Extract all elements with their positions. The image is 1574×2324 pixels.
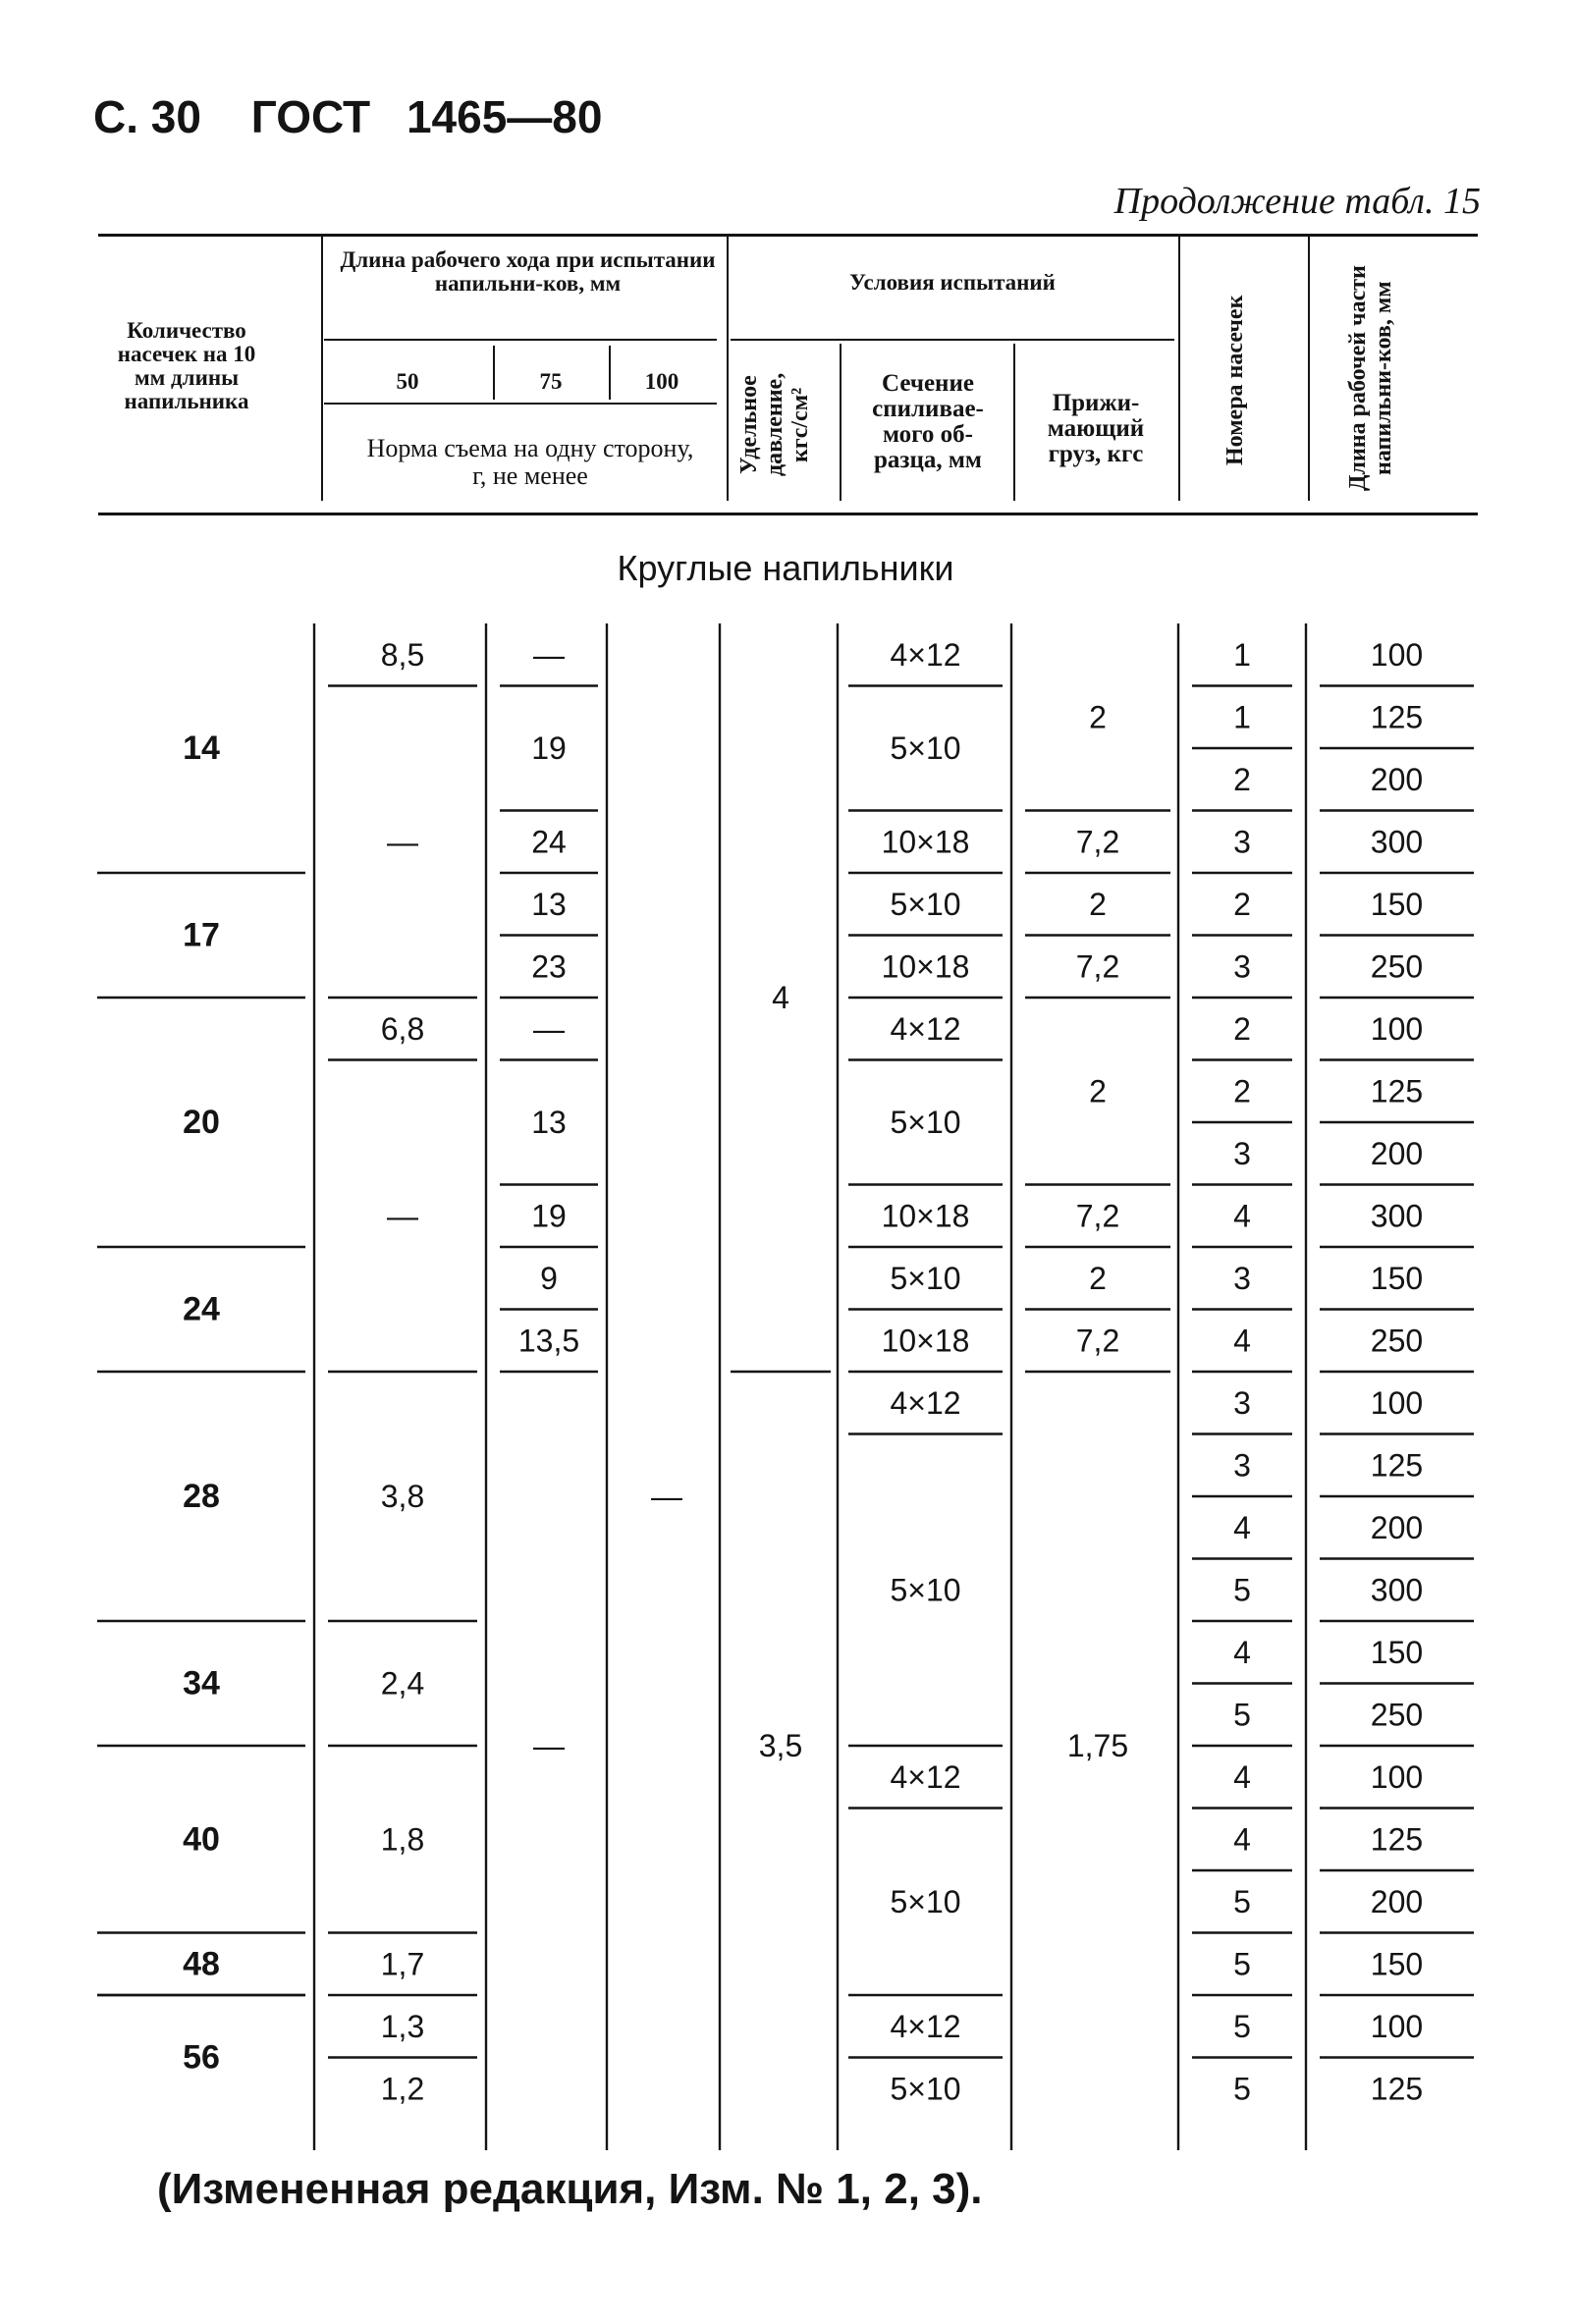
cut-number-cell: 5 <box>1233 1572 1251 1608</box>
section-cell: 5×10 <box>890 1105 961 1140</box>
load-cell: 7,2 <box>1075 1198 1120 1234</box>
header-load: Прижи-мающий груз, кгс <box>1047 390 1145 467</box>
section-cell: 10×18 <box>881 824 970 860</box>
section-cell: 10×18 <box>881 1198 970 1234</box>
stroke-75-cell: — <box>533 1010 565 1047</box>
stroke-50-cell: 1,8 <box>380 1821 425 1858</box>
stroke-75-cell: 9 <box>540 1260 558 1296</box>
cut-number-cell: 5 <box>1233 2071 1251 2107</box>
cut-number-cell: 1 <box>1233 699 1251 735</box>
work-length-cell: 200 <box>1370 761 1424 797</box>
work-length-cell: 250 <box>1370 1323 1424 1359</box>
work-length-cell: 100 <box>1370 1758 1424 1795</box>
section-cell: 10×18 <box>881 1323 970 1359</box>
count-cell: 40 <box>183 1820 220 1859</box>
work-length-cell: 100 <box>1370 1384 1424 1421</box>
work-length-cell: 200 <box>1370 1135 1424 1171</box>
section-cell: 4×12 <box>890 636 961 673</box>
stroke-75-cell: — <box>533 636 565 673</box>
stroke-50-cell: 6,8 <box>380 1010 425 1047</box>
load-cell: 7,2 <box>1075 824 1120 860</box>
header-conditions-group: Условия испытаний <box>849 270 1056 295</box>
cut-number-cell: 2 <box>1233 886 1251 922</box>
cut-number-cell: 5 <box>1233 2008 1251 2044</box>
stroke-75-cell: 23 <box>531 948 567 985</box>
count-cell: 48 <box>183 1945 220 1983</box>
stroke-50-cell: 1,3 <box>380 2008 425 2044</box>
page-number: С. 30 <box>93 91 201 142</box>
count-cell: 24 <box>183 1290 220 1328</box>
work-length-cell: 300 <box>1370 824 1424 860</box>
count-cell: 34 <box>183 1664 220 1702</box>
count-cell: 28 <box>183 1478 220 1515</box>
cut-number-cell: 4 <box>1233 1758 1251 1795</box>
section-cell: 5×10 <box>890 2071 961 2107</box>
work-length-cell: 150 <box>1370 1260 1424 1296</box>
cut-number-cell: 4 <box>1233 1323 1251 1359</box>
cut-number-cell: 2 <box>1233 761 1251 797</box>
pressure-cell: 3,5 <box>758 1728 803 1763</box>
stroke-75-cell: 13 <box>531 1105 567 1140</box>
section-cell: 5×10 <box>890 1260 961 1296</box>
header-stroke-100: 100 <box>644 369 679 394</box>
section-cell: 5×10 <box>890 730 961 766</box>
cut-number-cell: 3 <box>1233 824 1251 860</box>
work-length-cell: 100 <box>1370 2008 1424 2044</box>
work-length-cell: 125 <box>1370 1447 1424 1484</box>
work-length-cell: 300 <box>1370 1198 1424 1234</box>
stroke-50-cell: 8,5 <box>380 636 425 673</box>
load-cell: 2 <box>1089 1073 1107 1109</box>
load-cell: 7,2 <box>1075 948 1120 985</box>
load-cell: 1,75 <box>1066 1728 1129 1763</box>
standard-label: ГОСТ <box>250 91 371 142</box>
stroke-50-cell: 1,7 <box>380 1946 425 1982</box>
stroke-50-cell: — <box>387 824 418 860</box>
load-cell: 2 <box>1089 699 1107 735</box>
work-length-cell: 200 <box>1370 1883 1424 1919</box>
cut-number-cell: 5 <box>1233 1946 1251 1982</box>
stroke-75-cell: 13 <box>531 886 567 922</box>
pressure-cell: 4 <box>772 980 789 1015</box>
continuation-label: Продолжение табл. 15 <box>1113 181 1481 222</box>
header-count: Количество насечек на 10 мм длины напильника <box>117 318 256 413</box>
section-cell: 4×12 <box>890 2008 961 2044</box>
count-cell: 14 <box>183 730 220 767</box>
cut-number-cell: 3 <box>1233 1447 1251 1484</box>
section-cell: 4×12 <box>890 1010 961 1047</box>
table-rules <box>97 623 1474 2150</box>
work-length-cell: 100 <box>1370 1010 1424 1047</box>
stroke-75-cell: 19 <box>531 1198 567 1234</box>
work-length-cell: 150 <box>1370 1946 1424 1982</box>
cut-number-cell: 4 <box>1233 1634 1251 1670</box>
header-stroke-group: Длина рабочего хода при испытании напильни-ков, мм <box>340 247 716 296</box>
load-cell: 2 <box>1089 886 1107 922</box>
load-cell: 7,2 <box>1075 1323 1120 1359</box>
header-section: Сечение спиливае-мого об-разца, мм <box>872 370 984 473</box>
cut-number-cell: 2 <box>1233 1010 1251 1047</box>
header-pressure: Удельное давление, кгс/см² <box>736 372 813 477</box>
stroke-50-cell: 1,2 <box>380 2071 425 2107</box>
section-cell: 4×12 <box>890 1384 961 1421</box>
section-cell: 4×12 <box>890 1758 961 1795</box>
stroke-50-cell: 2,4 <box>380 1665 425 1702</box>
count-cell: 20 <box>183 1104 220 1141</box>
stroke-75-cell: 24 <box>531 824 567 860</box>
work-length-cell: 250 <box>1370 1697 1424 1733</box>
stroke-50-cell: 3,8 <box>380 1479 425 1514</box>
revision-note: (Измененная редакция, Изм. № 1, 2, 3). <box>157 2165 983 2213</box>
stroke-75-dash: — <box>533 1728 565 1763</box>
work-length-cell: 125 <box>1370 699 1424 735</box>
work-length-cell: 200 <box>1370 1509 1424 1545</box>
cut-number-cell: 1 <box>1233 636 1251 673</box>
work-length-cell: 300 <box>1370 1572 1424 1608</box>
cut-number-cell: 3 <box>1233 1384 1251 1421</box>
cut-number-cell: 5 <box>1233 1883 1251 1919</box>
work-length-cell: 150 <box>1370 886 1424 922</box>
cut-number-cell: 5 <box>1233 1697 1251 1733</box>
cut-number-cell: 3 <box>1233 1135 1251 1171</box>
header-stroke-50: 50 <box>396 369 419 394</box>
cut-number-cell: 4 <box>1233 1509 1251 1545</box>
stroke-75-cell: 19 <box>531 730 567 766</box>
count-cell: 17 <box>183 916 220 954</box>
work-length-cell: 125 <box>1370 2071 1424 2107</box>
cut-number-cell: 4 <box>1233 1198 1251 1234</box>
work-length-cell: 250 <box>1370 948 1424 985</box>
section-cell: 5×10 <box>890 886 961 922</box>
stroke-100-cell: — <box>651 1479 682 1514</box>
count-cell: 56 <box>183 2038 220 2077</box>
cut-number-cell: 2 <box>1233 1073 1251 1109</box>
header-removal-norm: Норма съема на одну сторону, г, не менее <box>366 434 694 490</box>
cut-number-cell: 3 <box>1233 1260 1251 1296</box>
section-cell: 10×18 <box>881 948 970 985</box>
work-length-cell: 100 <box>1370 636 1424 673</box>
stroke-50-cell: — <box>387 1198 418 1234</box>
standard-number: 1465—80 <box>406 91 603 142</box>
header-cut-number: Номера насечек <box>1222 295 1248 466</box>
work-length-cell: 150 <box>1370 1634 1424 1670</box>
work-length-cell: 125 <box>1370 1821 1424 1858</box>
header-stroke-75: 75 <box>539 369 563 394</box>
load-cell: 2 <box>1089 1260 1107 1296</box>
header-work-length: Длина рабочей части напильни-ков, мм <box>1345 265 1396 491</box>
cut-number-cell: 4 <box>1233 1821 1251 1858</box>
section-cell: 5×10 <box>890 1883 961 1919</box>
section-cell: 5×10 <box>890 1572 961 1608</box>
cut-number-cell: 3 <box>1233 948 1251 985</box>
section-title: Круглые напильники <box>617 548 954 588</box>
stroke-75-cell: 13,5 <box>517 1323 580 1359</box>
work-length-cell: 125 <box>1370 1073 1424 1109</box>
